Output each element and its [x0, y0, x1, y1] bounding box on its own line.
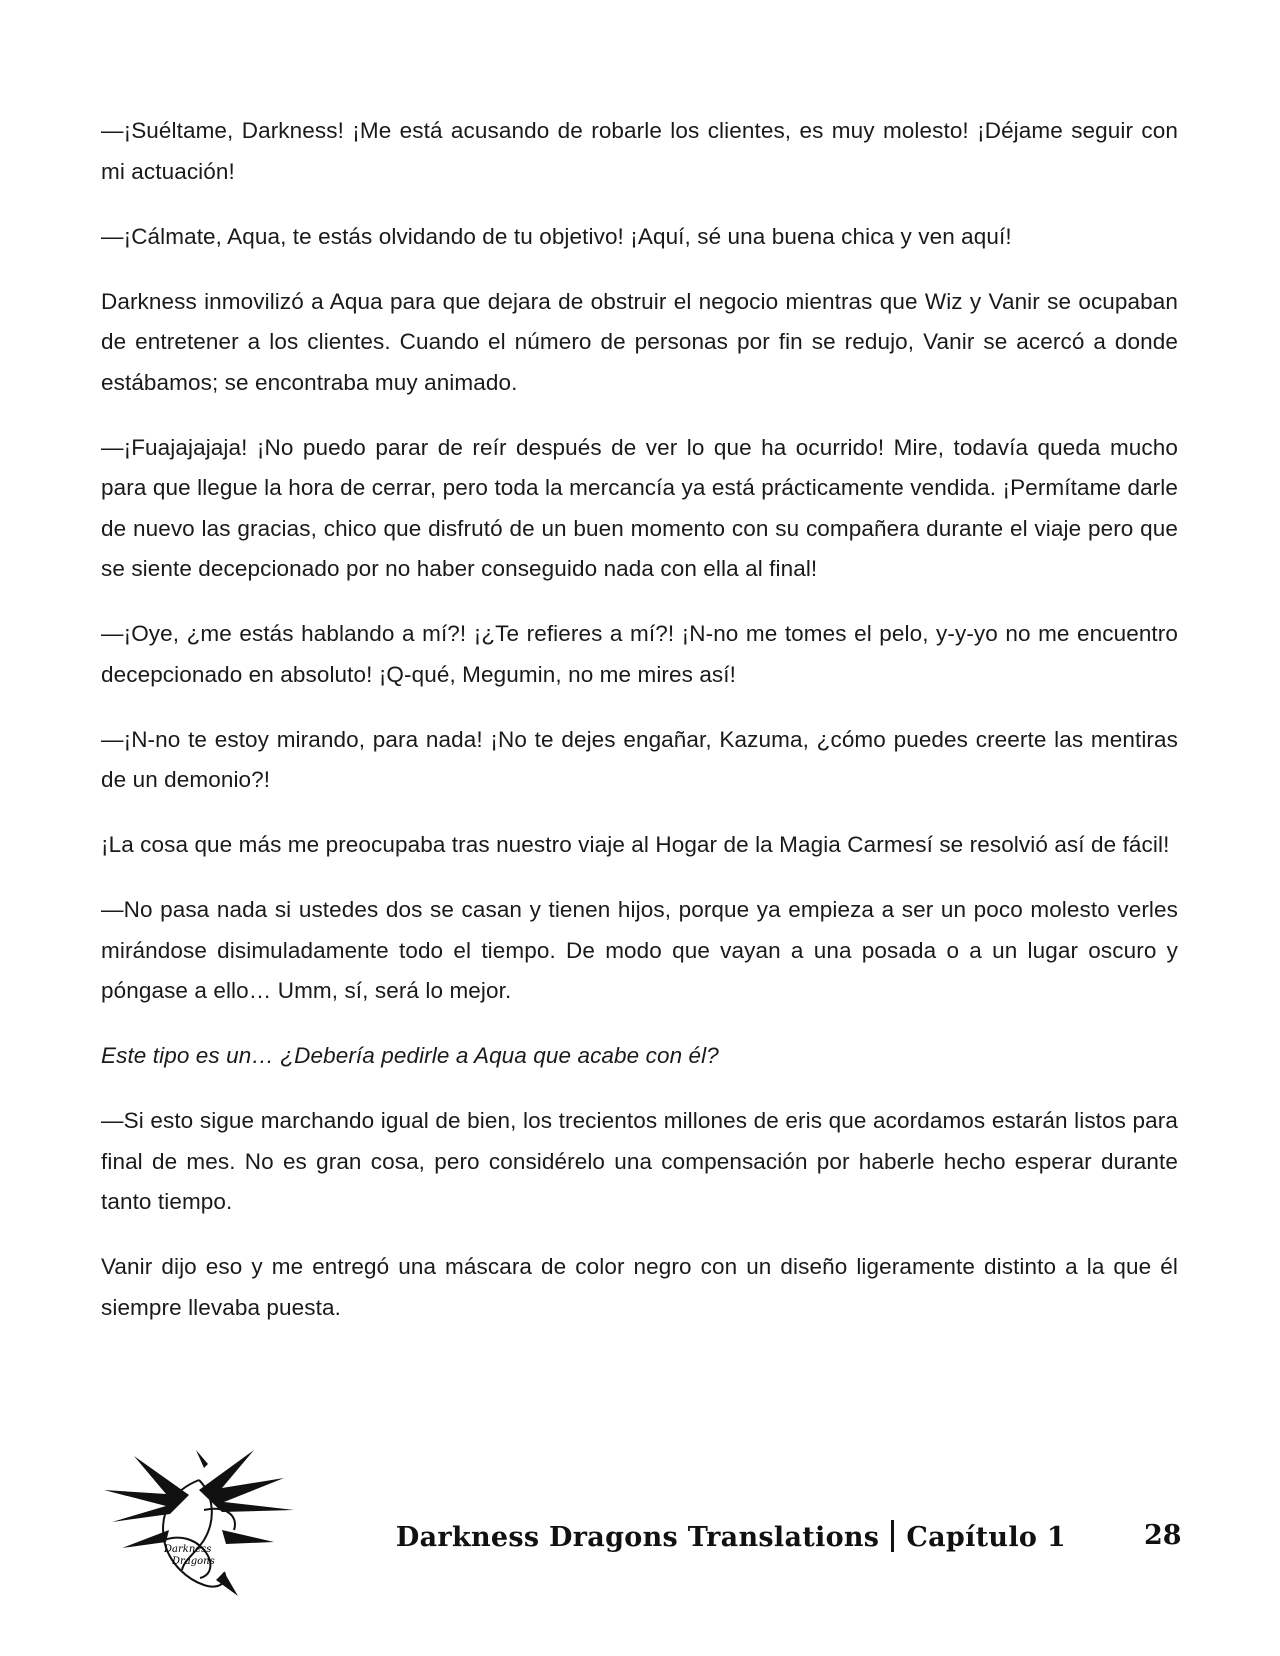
paragraph-italic-thought: Este tipo es un… ¿Debería pedirle a Aqua que acabe con él? [101, 1043, 719, 1068]
footer-title [396, 1520, 1066, 1553]
paragraph: —¡Oye, ¿me estás hablando a mí?! ¡¿Te refieres a mí?! ¡N-no me tomes el pelo, y-y-yo no me encuentro decepcionado en absoluto! ¡Q-qué, Megumin, no me mires así! [101, 621, 1178, 687]
page-footer [0, 1450, 1280, 1610]
paragraph: —No pasa nada si ustedes dos se casan y tienen hijos, porque ya empieza a ser un poco molesto verles mirándose disimuladamente todo el tiempo. De modo que vayan a una posada o a un lugar oscuro y póngase a ello… Umm, sí, será lo mejor. [101, 897, 1178, 1003]
paragraph: ¡La cosa que más me preocupaba tras nuestro viaje al Hogar de la Magia Carmesí se resolvió así de fácil! [101, 832, 1170, 857]
paragraph: —¡Cálmate, Aqua, te estás olvidando de tu objetivo! ¡Aquí, sé una buena chica y ven aquí! [101, 223, 1012, 249]
chapter-label: Capítulo 1 [906, 1522, 1066, 1553]
group-name: Darkness Dragons Translations [395, 1522, 880, 1553]
paragraph: —Si esto sigue marchando igual de bien, los trecientos millones de eris que acordamos estarán listos para final de mes. No es gran cosa, pero considérelo una compensación por haberle hecho esperar durante tanto tiempo. [101, 1108, 1178, 1214]
paragraph: Vanir dijo eso y me entregó una máscara de color negro con un diseño ligeramente distinto a la que él siempre llevaba puesta. [101, 1254, 1178, 1320]
paragraph: —¡N-no te estoy mirando, para nada! ¡No te dejes engañar, Kazuma, ¿cómo puedes creerte las mentiras de un demonio?! [101, 726, 1178, 792]
paragraph: —¡Fuajajajaja! ¡No puedo parar de reír después de ver lo que ha ocurrido! Mire, todavía queda mucho para que llegue la hora de cerrar, pero toda la mercancía ya está prácticamente vendida. ¡Permítame darle de nuevo las gracias, chico que disfrutó de un buen momento con su compañera durante el viaje pero que se siente decepcionado por no haber conseguido nada con ella al final! [101, 434, 1178, 581]
page-number: 28 [1144, 1520, 1182, 1551]
logo-text: Darkness [164, 1544, 212, 1555]
page-body [101, 111, 1178, 1353]
dragon-logo-icon [104, 1450, 294, 1602]
paragraph: Darkness inmovilizó a Aqua para que dejara de obstruir el negocio mientras que Wiz y Vanir se ocupaban de entretener a los clientes. Cuando el número de personas por fin se redujo, Vanir se acercó a donde estábamos; se encontraba muy animado. [101, 288, 1178, 395]
footer-divider [891, 1520, 894, 1552]
paragraph: —¡Suéltame, Darkness! ¡Me está acusando de robarle los clientes, es muy molesto! ¡Déjame seguir con mi actuación! [101, 118, 1178, 184]
logo-text: Dragons [172, 1556, 215, 1567]
